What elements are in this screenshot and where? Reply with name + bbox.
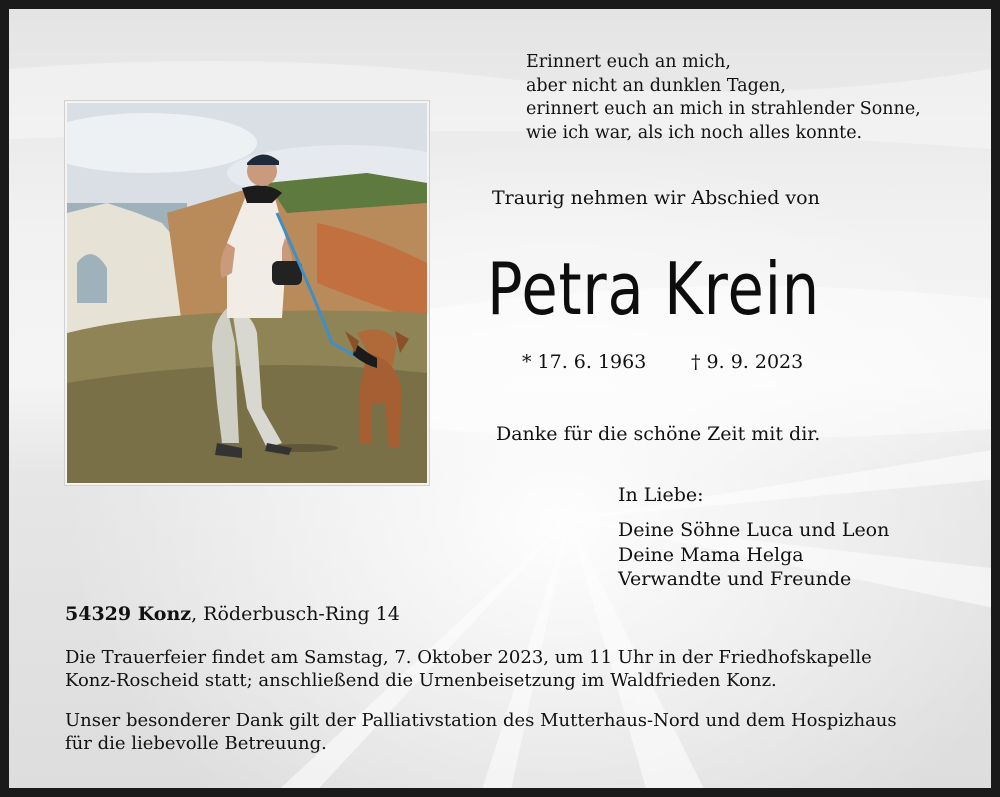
mourner-line: Deine Söhne Luca und Leon [618,519,890,541]
gratitude-line: für die liebevolle Betreuung. [65,733,327,754]
poem [526,51,921,145]
address [65,603,400,625]
ceremony-info [65,646,872,692]
ceremony-line: Konz-Roscheid statt; anschließend die Urnenbeisetzung im Waldfrieden Konz. [65,670,777,691]
gratitude-line: Unser besonderer Dank gilt der Palliativstation des Mutterhaus-Nord und dem Hospizhaus [65,710,897,731]
ceremony-line: Die Trauerfeier findet am Samstag, 7. Oktober 2023, um 11 Uhr in der Friedhofskapelle [65,647,872,668]
birth-date: * 17. 6. 1963 [522,351,647,373]
mourners-heading: In Liebe: [618,484,704,506]
mourner-line: Verwandte und Freunde [618,568,852,590]
poem-line: wie ich war, als ich noch alles konnte. [526,122,863,143]
portrait-photo [65,101,429,485]
death-date: † 9. 9. 2023 [691,351,804,373]
mourner-line: Deine Mama Helga [618,543,804,566]
address-postal-city: 54329 Konz [65,603,192,625]
thanks-line: Danke für die schöne Zeit mit dir. [496,423,821,445]
deceased-name: Petra Krein [487,247,821,331]
gratitude-note [65,709,897,755]
hiker-with-dog-photo [67,103,427,483]
mourners-list [618,518,889,592]
poem-line: aber nicht an dunklen Tagen, [526,75,786,96]
farewell-intro: Traurig nehmen wir Abschied von [492,187,820,209]
poem-line: Erinnert euch an mich, [526,52,731,72]
poem-line: erinnert euch an mich in strahlender Sonne, [526,99,921,119]
address-street: , Röderbusch-Ring 14 [191,603,400,625]
